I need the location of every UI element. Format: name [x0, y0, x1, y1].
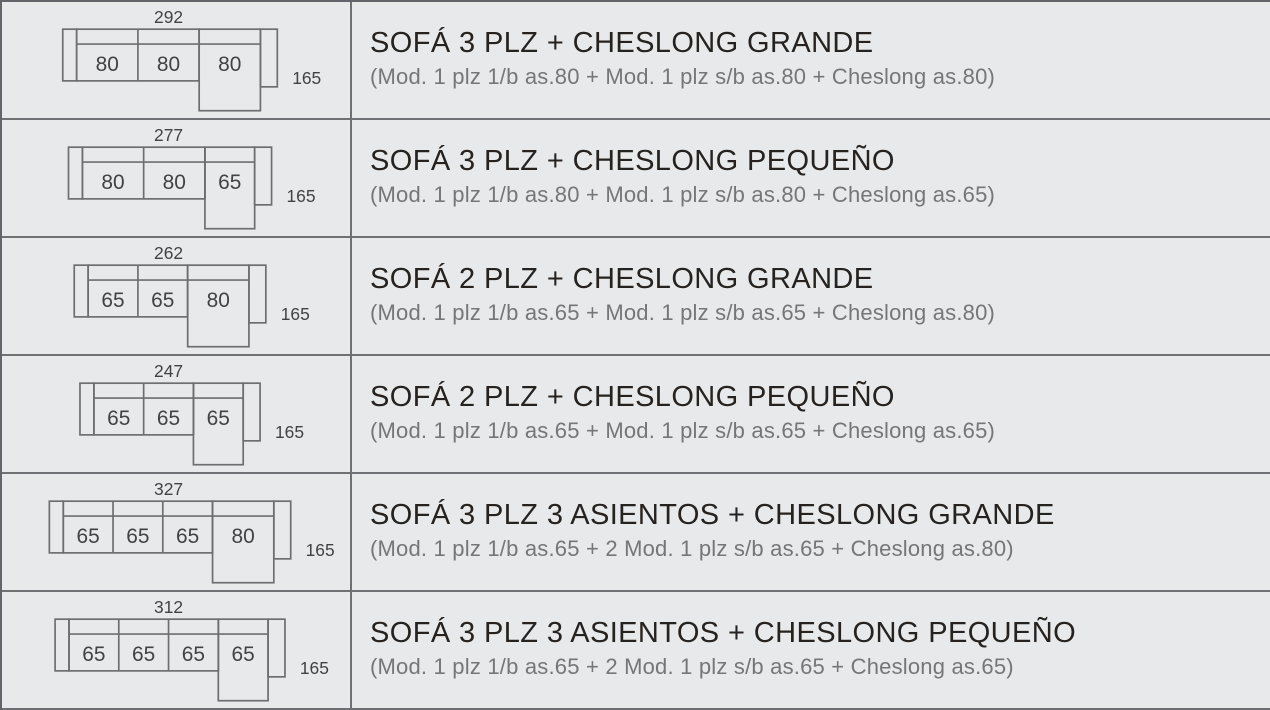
- right-armrest: [243, 383, 260, 441]
- sofa-top-view-diagram: [2, 120, 350, 236]
- right-armrest: [268, 619, 285, 677]
- total-width-label: 312: [154, 597, 184, 618]
- left-armrest: [80, 383, 94, 435]
- depth-label: 165: [299, 657, 329, 678]
- description-cell: [352, 592, 1270, 708]
- description-cell: [352, 120, 1270, 236]
- product-title: SOFÁ 2 PLZ + CHESLONG GRANDE: [370, 263, 874, 296]
- diagram-cell: [2, 2, 352, 118]
- seat-width-label: 65: [151, 288, 175, 312]
- left-armrest: [49, 501, 63, 553]
- diagram-cell: [2, 356, 352, 472]
- seat-width-label: 65: [231, 642, 255, 666]
- product-row: [2, 120, 1270, 238]
- description-cell: [352, 474, 1270, 590]
- sofa-top-view-diagram: [2, 356, 350, 472]
- seat-width-label: 65: [132, 642, 156, 666]
- total-width-label: 292: [154, 7, 184, 28]
- seat-width-label: 80: [95, 52, 119, 76]
- product-composition: (Mod. 1 plz 1/b as.80 + Mod. 1 plz s/b as.80 + Cheslong as.65): [370, 181, 996, 207]
- product-title: SOFÁ 3 PLZ 3 ASIENTOS + CHESLONG PEQUEÑO: [370, 617, 1077, 650]
- seat-width-label: 65: [156, 406, 181, 430]
- diagram-cell: [2, 120, 352, 236]
- product-composition: (Mod. 1 plz 1/b as.65 + Mod. 1 plz s/b as.65 + Cheslong as.65): [370, 417, 996, 443]
- depth-label: 165: [280, 303, 310, 324]
- sofa-top-view-diagram: [2, 238, 350, 354]
- product-composition: (Mod. 1 plz 1/b as.80 + Mod. 1 plz s/b as.80 + Cheslong as.80): [370, 63, 996, 89]
- left-armrest: [74, 265, 88, 317]
- left-armrest: [55, 619, 69, 671]
- left-armrest: [68, 147, 82, 199]
- description-cell: [352, 2, 1270, 118]
- product-row: [2, 356, 1270, 474]
- product-composition: (Mod. 1 plz 1/b as.65 + 2 Mod. 1 plz s/b as.65 + Cheslong as.80): [370, 535, 1014, 561]
- diagram-cell: [2, 238, 352, 354]
- right-armrest: [274, 501, 291, 559]
- seat-width-label: 65: [107, 406, 131, 430]
- total-width-label: 247: [154, 361, 184, 382]
- product-row: [2, 238, 1270, 356]
- seat-width-label: 65: [101, 288, 125, 312]
- depth-label: 165: [275, 421, 305, 442]
- seat-width-label: 80: [101, 170, 125, 194]
- right-armrest: [255, 147, 272, 205]
- depth-label: 165: [292, 67, 322, 88]
- total-width-label: 327: [154, 479, 184, 500]
- seat-width-label: 65: [181, 642, 206, 666]
- depth-label: 165: [305, 539, 335, 560]
- sofa-top-view-diagram: [2, 474, 350, 590]
- seat-width-label: 65: [176, 524, 200, 548]
- product-title: SOFÁ 3 PLZ + CHESLONG GRANDE: [370, 27, 874, 60]
- product-title: SOFÁ 3 PLZ + CHESLONG PEQUEÑO: [370, 145, 895, 178]
- right-armrest: [260, 29, 277, 87]
- seat-width-label: 80: [206, 288, 230, 312]
- total-width-label: 277: [154, 125, 184, 146]
- seat-width-label: 65: [206, 406, 230, 430]
- product-composition: (Mod. 1 plz 1/b as.65 + Mod. 1 plz s/b as.65 + Cheslong as.80): [370, 299, 996, 325]
- seat-width-label: 80: [218, 52, 242, 76]
- seat-width-label: 80: [231, 524, 255, 548]
- product-row: [2, 592, 1270, 710]
- total-width-label: 262: [154, 243, 184, 264]
- seat-width-label: 80: [156, 52, 181, 76]
- product-row: [2, 2, 1270, 120]
- description-cell: [352, 238, 1270, 354]
- diagram-cell: [2, 592, 352, 708]
- description-cell: [352, 356, 1270, 472]
- product-title: SOFÁ 3 PLZ 3 ASIENTOS + CHESLONG GRANDE: [370, 499, 1055, 532]
- seat-width-label: 65: [76, 524, 100, 548]
- seat-width-label: 65: [82, 642, 106, 666]
- seat-width-label: 65: [126, 524, 150, 548]
- left-armrest: [63, 29, 77, 81]
- depth-label: 165: [286, 185, 316, 206]
- seat-width-label: 65: [218, 170, 242, 194]
- diagram-cell: [2, 474, 352, 590]
- sofa-top-view-diagram: [2, 2, 350, 118]
- sofa-top-view-diagram: [2, 592, 350, 708]
- product-title: SOFÁ 2 PLZ + CHESLONG PEQUEÑO: [370, 381, 895, 414]
- product-composition: (Mod. 1 plz 1/b as.65 + 2 Mod. 1 plz s/b as.65 + Cheslong as.65): [370, 653, 1014, 679]
- right-armrest: [249, 265, 266, 323]
- product-row: [2, 474, 1270, 592]
- seat-width-label: 80: [162, 170, 186, 194]
